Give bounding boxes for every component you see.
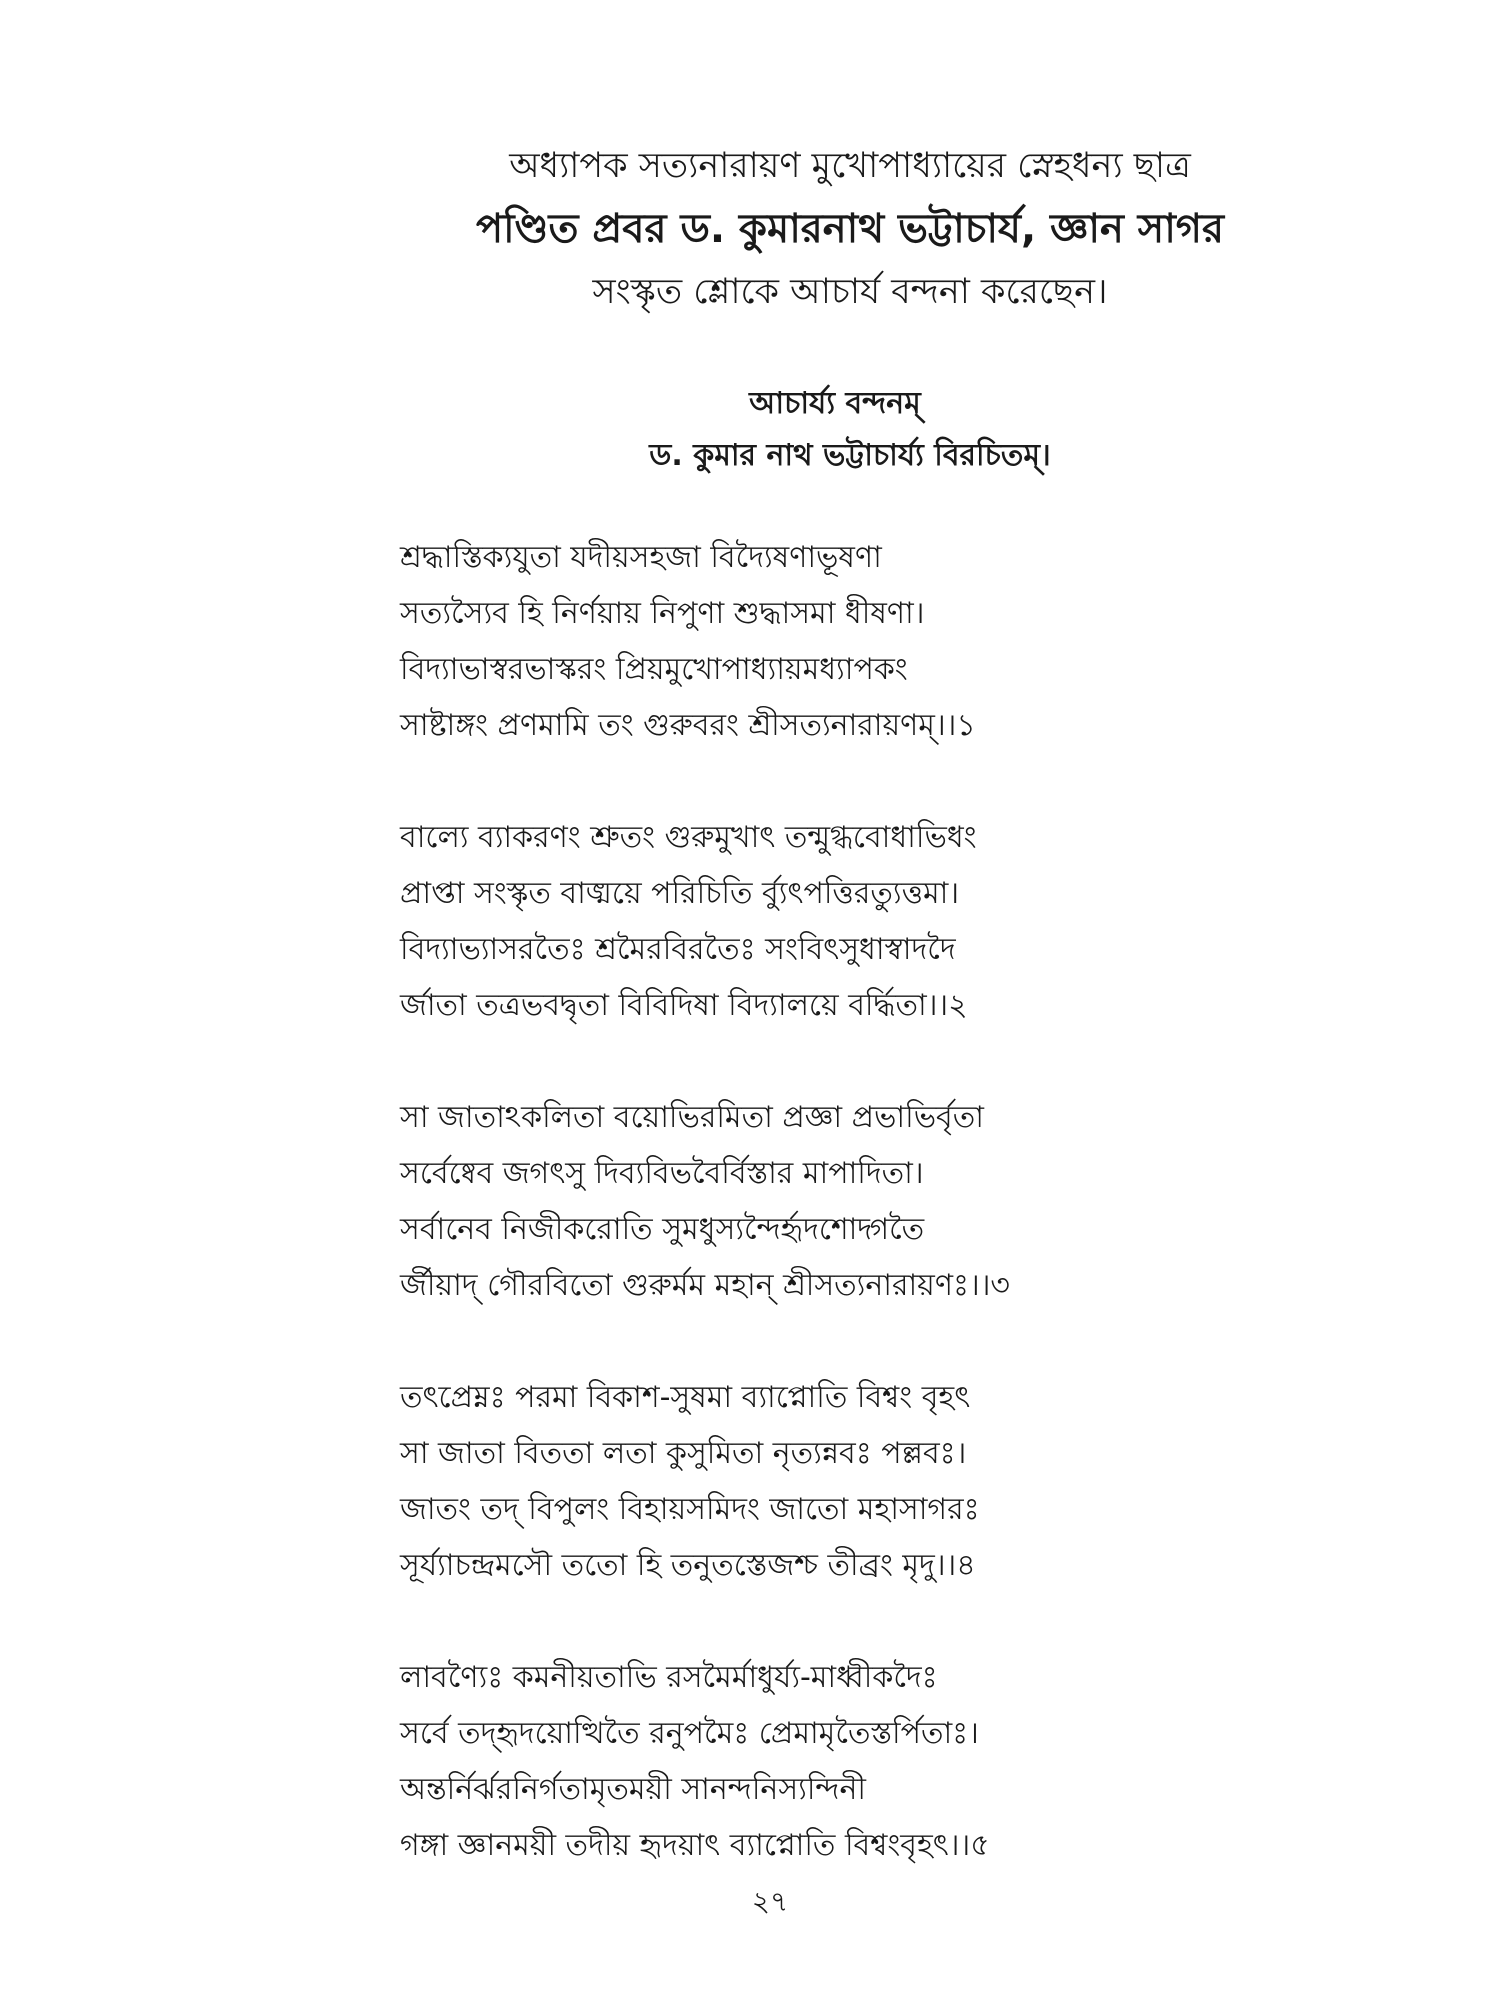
verse-line: শ্রদ্ধাস্তিক্যযুতা যদীয়সহজা বিদ্যৈষণাভূষণা xyxy=(400,540,882,575)
page-number: ২৭ xyxy=(751,1885,789,1918)
verse-line: সর্বেষ্বেব জগৎসু দিব্যবিভবৈর্বিস্তার মাপাদিতা। xyxy=(400,1156,924,1191)
verses xyxy=(400,530,1450,1930)
stanza-2 xyxy=(400,810,1450,1034)
verse-line: র্জাতা তত্রভবদ্বৃতা বিবিদিষা বিদ্যালয়ে বর্দ্ধিতা।।২ xyxy=(400,988,968,1023)
verse-line: লাবণ্যৈঃ কমনীয়তাভি রসমৈর্মাধুর্য্য-মাধ্বীকদৈঃ xyxy=(400,1660,938,1695)
verse-line: র্জীয়াদ্ গৌরবিতো গুরুর্মম মহান্ শ্রীসত্যনারায়ণঃ।।৩ xyxy=(400,1268,1010,1303)
poem-author: ড. কুমার নাথ ভট্টাচার্য্য বিরচিতম্। xyxy=(649,438,1051,473)
stanza-3 xyxy=(400,1090,1450,1314)
stanza-5 xyxy=(400,1650,1450,1874)
verse-line: বাল্যে ব্যাকরণং শ্রুতং গুরুমুখাৎ তন্মুগ্ধবোধাভিধং xyxy=(400,820,977,855)
verse-line: সূর্য্যাচন্দ্রমসৌ ততো হি তনুতস্তেজশ্চ তীব্রং মৃদু।।৪ xyxy=(400,1548,976,1583)
verse-line: সর্বানেব নিজীকরোতি সুমধুস্যন্দৈর্হৃদশোদ্গতৈ xyxy=(400,1212,925,1247)
verse-line: জাতং তদ্ বিপুলং বিহায়সমিদং জাতো মহাসাগরঃ xyxy=(400,1492,980,1527)
intro-line-2: পণ্ডিত প্রবর ড. কুমারনাথ ভট্টাচার্য, জ্ঞান সাগর xyxy=(475,206,1225,252)
poem-heading xyxy=(0,378,1500,482)
verse-line: সর্বে তদ্হৃদয়োত্থিতৈ রনুপমৈঃ প্রেমামৃতৈস্তর্পিতাঃ। xyxy=(400,1716,979,1751)
verse-line: সাষ্টাঙ্গং প্রণমামি তং গুরুবরং শ্রীসত্যনারায়ণম্।।১ xyxy=(400,708,976,743)
verse-line: অন্তর্নির্ঝরনির্গতামৃতময়ী সানন্দনিস্যন্দিনী xyxy=(400,1772,866,1807)
introduction xyxy=(0,138,1500,320)
poem-title: আচার্য্য বন্দনম্ xyxy=(749,386,921,421)
intro-line-1: অধ্যাপক সত্যনারায়ণ মুখোপাধ্যায়ের স্নেহধন্য ছাত্র xyxy=(509,146,1191,186)
verse-line: বিদ্যাভাস্বরভাস্করং প্রিয়মুখোপাধ্যায়মধ্যাপকং xyxy=(400,652,908,687)
intro-line-3: সংস্কৃত শ্লোকে আচার্য বন্দনা করেছেন। xyxy=(592,272,1108,312)
verse-line: তৎপ্রেম্নঃ পরমা বিকাশ-সুষমা ব্যাপ্নোতি বিশ্বং বৃহৎ xyxy=(400,1380,971,1415)
verse-line: বিদ্যাভ্যাসরতৈঃ শ্রমৈরবিরতৈঃ সংবিৎসুধাস্বাদদৈ xyxy=(400,932,956,967)
verse-line: প্রাপ্তা সংস্কৃত বাঙ্ময়ে পরিচিতি র্ব্যুৎপত্তিরত্যুত্তমা। xyxy=(400,876,960,911)
stanza-1 xyxy=(400,530,1450,754)
stanza-4 xyxy=(400,1370,1450,1594)
verse-line: সা জাতা বিততা লতা কুসুমিতা নৃত্যন্নবঃ পল্লবঃ। xyxy=(400,1436,967,1471)
verse-line: সা জাতাঽকলিতা বয়োভিরমিতা প্রজ্ঞা প্রভাভির্বৃতা xyxy=(400,1100,984,1135)
verse-line: গঙ্গা জ্ঞানময়ী তদীয় হৃদয়াৎ ব্যাপ্নোতি বিশ্বংবৃহৎ।।৫ xyxy=(400,1828,990,1863)
verse-line: সত্যস্যৈব হি নির্ণয়ায় নিপুণা শুদ্ধাসমা ধীষণা। xyxy=(400,596,925,631)
